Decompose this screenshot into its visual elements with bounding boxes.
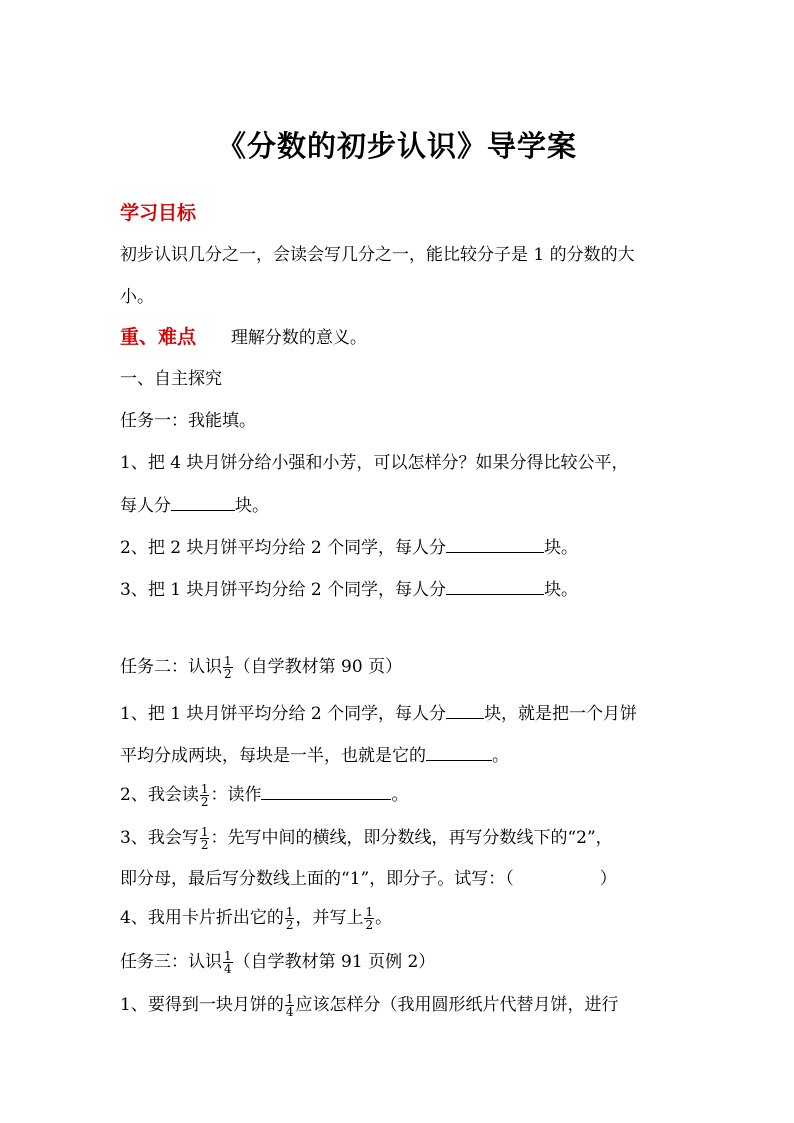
answer-blank[interactable] [446, 702, 484, 719]
task2-item1-text-end: 块，就是把一个月饼 [484, 704, 638, 724]
task2-item3-desc: ：先写中间的横线，即分数线，再写分数线下的“2”， [210, 828, 613, 848]
close-paren: ） [599, 869, 617, 889]
period: 。 [391, 785, 409, 805]
task1-item2 [120, 536, 578, 559]
task2-heading [120, 655, 402, 680]
task1-item1-line2 [120, 494, 269, 517]
answer-blank[interactable] [261, 783, 391, 800]
task2-item1-text: 1、把 1 块月饼平均分给 2 个同学，每人分 [120, 704, 447, 724]
fraction-one-half: $\frac{1}{2}$ [224, 654, 232, 681]
key-points-heading: 重、难点 [120, 326, 197, 348]
task3-item1-text: 1、要得到一块月饼的 [120, 995, 284, 1015]
fraction-one-half: $\frac{1}{2}$ [200, 825, 209, 852]
objective-text-line1: 初步认识几分之一，会读会写几分之一，能比较分子是 1 的分数的大 [120, 245, 635, 265]
objective-text-line2: 小。 [120, 287, 154, 307]
task2-item1-line1 [120, 702, 637, 725]
key-points-row [120, 326, 367, 349]
task2-item4-mid: ，并写上 [295, 908, 364, 928]
task1-item1-unit: 块。 [235, 496, 269, 516]
task3-item1-text-end: 应该怎样分（我用圆形纸片代替月饼，进行 [295, 995, 619, 1015]
answer-blank[interactable] [171, 494, 235, 511]
objective-heading-label: 学习目标 [120, 202, 197, 224]
fraction-one-half: $\frac{1}{2}$ [365, 905, 374, 932]
task1-item3-unit: 块。 [544, 580, 579, 600]
answer-blank[interactable] [446, 536, 544, 553]
task3-item1 [120, 993, 618, 1018]
task2-item4-text: 4、我用卡片折出它的 [120, 908, 284, 928]
task1-item2-unit: 块。 [544, 538, 579, 558]
fraction-one-half: $\frac{1}{2}$ [200, 782, 209, 809]
period: 。 [375, 908, 393, 928]
task2-item1-line2 [120, 744, 509, 767]
task2-item1-line2-text: 平均分成两块，每块是一半，也就是它的 [120, 746, 426, 766]
key-points-text: 理解分数的意义。 [230, 328, 367, 348]
task2-item3-line2-text: 即分母，最后写分数线上面的“1”，即分子。试写：（ [120, 869, 514, 889]
task3-heading-ref: （自学教材第 91 页例 2） [233, 952, 436, 972]
objective-heading [120, 202, 196, 225]
fraction-one-quarter: $\frac{1}{4}$ [224, 949, 232, 976]
task2-item3-line2 [120, 868, 617, 890]
period: 。 [492, 746, 509, 766]
task3-heading-text: 任务三：认识 [120, 952, 222, 972]
task2-item3-text: 3、我会写 [120, 828, 199, 848]
task2-item3-line1 [120, 826, 613, 851]
task1-item3-text: 3、把 1 块月饼平均分给 2 个同学，每人分 [120, 580, 447, 600]
answer-blank[interactable] [446, 578, 544, 595]
task1-item2-text: 2、把 2 块月饼平均分给 2 个同学，每人分 [120, 538, 447, 558]
task2-heading-text: 任务二：认识 [120, 657, 222, 677]
task2-heading-ref: （自学教材第 90 页） [233, 657, 403, 677]
task1-item1-line1: 1、把 4 块月饼分给小强和小芳，可以怎样分？如果分得比较公平， [120, 453, 629, 473]
task1-item3 [120, 578, 578, 601]
task2-item2 [120, 783, 408, 808]
task2-item2-text: 2、我会读 [120, 785, 199, 805]
task2-item2-label: ：读作 [210, 785, 262, 805]
fraction-one-half: $\frac{1}{2}$ [285, 905, 294, 932]
page-title: 《分数的初步认识》导学案 [216, 129, 577, 163]
fraction-one-quarter: $\frac{1}{4}$ [285, 992, 294, 1019]
task1-heading: 任务一：我能填。 [120, 411, 256, 431]
section-heading: 一、自主探究 [120, 369, 222, 389]
task3-heading [120, 950, 435, 975]
task1-item1-text: 每人分 [120, 496, 171, 516]
task2-item4 [120, 906, 392, 931]
answer-blank[interactable] [426, 744, 492, 761]
